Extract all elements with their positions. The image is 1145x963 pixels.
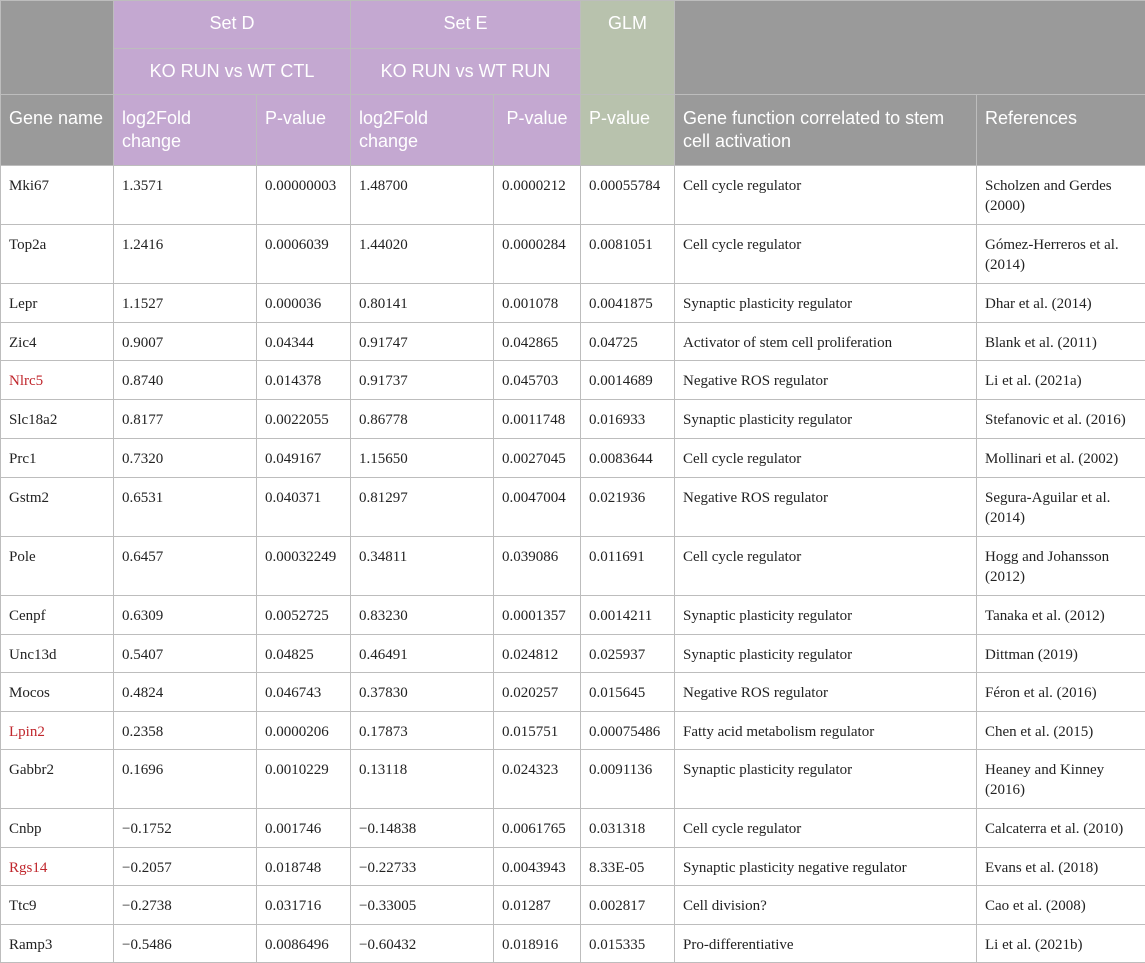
reference-cell: Féron et al. (2016) bbox=[977, 673, 1145, 712]
table-row bbox=[1, 848, 1145, 886]
column-header-log2fc-d: log2Fold change bbox=[114, 95, 257, 166]
pvalue-e-cell: 0.015751 bbox=[494, 712, 581, 750]
table-row bbox=[1, 400, 1145, 439]
column-header-references: References bbox=[977, 95, 1145, 166]
pvalue-d-cell: 0.049167 bbox=[257, 439, 351, 478]
gene-name-cell: Rgs14 bbox=[1, 848, 114, 886]
pvalue-glm-cell: 8.33E-05 bbox=[581, 848, 675, 886]
gene-function-cell: Synaptic plasticity regulator bbox=[675, 635, 977, 673]
pvalue-glm-cell: 0.025937 bbox=[581, 635, 675, 673]
log2fc-e-cell: −0.33005 bbox=[351, 886, 494, 925]
table-row bbox=[1, 635, 1145, 673]
gene-name-cell: Top2a bbox=[1, 225, 114, 284]
pvalue-glm-cell: 0.04725 bbox=[581, 323, 675, 361]
table-row bbox=[1, 166, 1145, 225]
table-row bbox=[1, 323, 1145, 361]
header-glm: GLM bbox=[581, 1, 675, 95]
reference-cell: Li et al. (2021b) bbox=[977, 925, 1145, 963]
gene-function-cell: Pro-differentiative bbox=[675, 925, 977, 963]
pvalue-e-cell: 0.045703 bbox=[494, 361, 581, 400]
reference-cell: Evans et al. (2018) bbox=[977, 848, 1145, 886]
gene-name-cell: Gstm2 bbox=[1, 478, 114, 537]
table-row bbox=[1, 284, 1145, 323]
gene-name-cell: Gabbr2 bbox=[1, 750, 114, 809]
log2fc-d-cell: 1.3571 bbox=[114, 166, 257, 225]
log2fc-d-cell: −0.2738 bbox=[114, 886, 257, 925]
column-header-log2fc-e: log2Fold change bbox=[351, 95, 494, 166]
log2fc-d-cell: 0.4824 bbox=[114, 673, 257, 712]
table-row bbox=[1, 809, 1145, 848]
log2fc-d-cell: 0.6309 bbox=[114, 596, 257, 635]
pvalue-d-cell: 0.0022055 bbox=[257, 400, 351, 439]
pvalue-glm-cell: 0.0041875 bbox=[581, 284, 675, 323]
reference-cell: Gómez-Herreros et al. (2014) bbox=[977, 225, 1145, 284]
log2fc-e-cell: 0.81297 bbox=[351, 478, 494, 537]
log2fc-e-cell: 0.83230 bbox=[351, 596, 494, 635]
pvalue-glm-cell: 0.0083644 bbox=[581, 439, 675, 478]
pvalue-e-cell: 0.0043943 bbox=[494, 848, 581, 886]
pvalue-d-cell: 0.046743 bbox=[257, 673, 351, 712]
pvalue-d-cell: 0.0086496 bbox=[257, 925, 351, 963]
pvalue-glm-cell: 0.0014689 bbox=[581, 361, 675, 400]
reference-cell: Dittman (2019) bbox=[977, 635, 1145, 673]
reference-cell: Hogg and Johansson (2012) bbox=[977, 537, 1145, 596]
reference-cell: Li et al. (2021a) bbox=[977, 361, 1145, 400]
header-set-d-comparison: KO RUN vs WT CTL bbox=[114, 49, 351, 95]
gene-name-cell: Lpin2 bbox=[1, 712, 114, 750]
header-blank-top bbox=[1, 1, 114, 95]
table-row bbox=[1, 925, 1145, 963]
gene-name-cell: Prc1 bbox=[1, 439, 114, 478]
pvalue-e-cell: 0.039086 bbox=[494, 537, 581, 596]
gene-function-cell: Cell cycle regulator bbox=[675, 809, 977, 848]
gene-function-cell: Synaptic plasticity regulator bbox=[675, 596, 977, 635]
pvalue-e-cell: 0.0027045 bbox=[494, 439, 581, 478]
log2fc-d-cell: −0.1752 bbox=[114, 809, 257, 848]
pvalue-d-cell: 0.0010229 bbox=[257, 750, 351, 809]
log2fc-e-cell: 0.17873 bbox=[351, 712, 494, 750]
pvalue-glm-cell: 0.021936 bbox=[581, 478, 675, 537]
log2fc-e-cell: 1.48700 bbox=[351, 166, 494, 225]
header-set-e-comparison: KO RUN vs WT RUN bbox=[351, 49, 581, 95]
header-blank-right bbox=[675, 1, 1145, 95]
pvalue-glm-cell: 0.0014211 bbox=[581, 596, 675, 635]
log2fc-e-cell: 0.80141 bbox=[351, 284, 494, 323]
pvalue-glm-cell: 0.031318 bbox=[581, 809, 675, 848]
column-header-gene-name: Gene name bbox=[1, 95, 114, 166]
log2fc-e-cell: 0.34811 bbox=[351, 537, 494, 596]
gene-name-cell: Pole bbox=[1, 537, 114, 596]
gene-function-cell: Synaptic plasticity regulator bbox=[675, 400, 977, 439]
gene-function-cell: Cell cycle regulator bbox=[675, 166, 977, 225]
log2fc-e-cell: 1.15650 bbox=[351, 439, 494, 478]
gene-function-cell: Synaptic plasticity regulator bbox=[675, 284, 977, 323]
log2fc-d-cell: 0.5407 bbox=[114, 635, 257, 673]
log2fc-d-cell: 0.7320 bbox=[114, 439, 257, 478]
gene-name-cell: Slc18a2 bbox=[1, 400, 114, 439]
table-row bbox=[1, 886, 1145, 925]
reference-cell: Blank et al. (2011) bbox=[977, 323, 1145, 361]
pvalue-d-cell: 0.0000206 bbox=[257, 712, 351, 750]
gene-name-cell: Unc13d bbox=[1, 635, 114, 673]
column-header-pvalue-glm: P-value bbox=[581, 95, 675, 166]
gene-function-cell: Cell cycle regulator bbox=[675, 439, 977, 478]
pvalue-d-cell: 0.00032249 bbox=[257, 537, 351, 596]
pvalue-e-cell: 0.0047004 bbox=[494, 478, 581, 537]
gene-function-cell: Negative ROS regulator bbox=[675, 361, 977, 400]
gene-function-cell: Cell division? bbox=[675, 886, 977, 925]
log2fc-e-cell: −0.22733 bbox=[351, 848, 494, 886]
reference-cell: Chen et al. (2015) bbox=[977, 712, 1145, 750]
gene-name-cell: Ttc9 bbox=[1, 886, 114, 925]
log2fc-d-cell: 0.2358 bbox=[114, 712, 257, 750]
pvalue-d-cell: 0.0052725 bbox=[257, 596, 351, 635]
gene-function-cell: Cell cycle regulator bbox=[675, 225, 977, 284]
pvalue-d-cell: 0.031716 bbox=[257, 886, 351, 925]
log2fc-d-cell: −0.2057 bbox=[114, 848, 257, 886]
log2fc-e-cell: −0.60432 bbox=[351, 925, 494, 963]
table-row bbox=[1, 225, 1145, 284]
pvalue-e-cell: 0.01287 bbox=[494, 886, 581, 925]
header-set-d: Set D bbox=[114, 1, 351, 49]
pvalue-glm-cell: 0.011691 bbox=[581, 537, 675, 596]
column-header-pvalue-e: P-value bbox=[494, 95, 581, 166]
log2fc-e-cell: 0.13118 bbox=[351, 750, 494, 809]
table-row bbox=[1, 750, 1145, 809]
log2fc-e-cell: 0.86778 bbox=[351, 400, 494, 439]
log2fc-e-cell: 1.44020 bbox=[351, 225, 494, 284]
log2fc-e-cell: 0.91737 bbox=[351, 361, 494, 400]
column-header-pvalue-d: P-value bbox=[257, 95, 351, 166]
pvalue-e-cell: 0.024323 bbox=[494, 750, 581, 809]
pvalue-d-cell: 0.04825 bbox=[257, 635, 351, 673]
pvalue-glm-cell: 0.00075486 bbox=[581, 712, 675, 750]
gene-function-cell: Activator of stem cell proliferation bbox=[675, 323, 977, 361]
gene-name-cell: Ramp3 bbox=[1, 925, 114, 963]
pvalue-e-cell: 0.0011748 bbox=[494, 400, 581, 439]
pvalue-e-cell: 0.0001357 bbox=[494, 596, 581, 635]
gene-name-cell: Nlrc5 bbox=[1, 361, 114, 400]
gene-function-cell: Fatty acid metabolism regulator bbox=[675, 712, 977, 750]
gene-function-cell: Synaptic plasticity negative regulator bbox=[675, 848, 977, 886]
log2fc-e-cell: −0.14838 bbox=[351, 809, 494, 848]
reference-cell: Stefanovic et al. (2016) bbox=[977, 400, 1145, 439]
pvalue-e-cell: 0.001078 bbox=[494, 284, 581, 323]
pvalue-glm-cell: 0.0091136 bbox=[581, 750, 675, 809]
gene-name-cell: Lepr bbox=[1, 284, 114, 323]
log2fc-d-cell: 0.8740 bbox=[114, 361, 257, 400]
pvalue-glm-cell: 0.015645 bbox=[581, 673, 675, 712]
pvalue-glm-cell: 0.016933 bbox=[581, 400, 675, 439]
pvalue-glm-cell: 0.015335 bbox=[581, 925, 675, 963]
log2fc-d-cell: −0.5486 bbox=[114, 925, 257, 963]
pvalue-e-cell: 0.0061765 bbox=[494, 809, 581, 848]
reference-cell: Dhar et al. (2014) bbox=[977, 284, 1145, 323]
gene-function-cell: Synaptic plasticity regulator bbox=[675, 750, 977, 809]
gene-function-cell: Negative ROS regulator bbox=[675, 673, 977, 712]
table-row bbox=[1, 537, 1145, 596]
pvalue-d-cell: 0.014378 bbox=[257, 361, 351, 400]
pvalue-glm-cell: 0.00055784 bbox=[581, 166, 675, 225]
reference-cell: Mollinari et al. (2002) bbox=[977, 439, 1145, 478]
pvalue-e-cell: 0.018916 bbox=[494, 925, 581, 963]
pvalue-d-cell: 0.04344 bbox=[257, 323, 351, 361]
pvalue-e-cell: 0.024812 bbox=[494, 635, 581, 673]
pvalue-d-cell: 0.001746 bbox=[257, 809, 351, 848]
pvalue-d-cell: 0.018748 bbox=[257, 848, 351, 886]
log2fc-e-cell: 0.37830 bbox=[351, 673, 494, 712]
table-row bbox=[1, 361, 1145, 400]
gene-name-cell: Zic4 bbox=[1, 323, 114, 361]
table-row bbox=[1, 478, 1145, 537]
log2fc-d-cell: 1.2416 bbox=[114, 225, 257, 284]
log2fc-d-cell: 0.8177 bbox=[114, 400, 257, 439]
pvalue-e-cell: 0.0000284 bbox=[494, 225, 581, 284]
reference-cell: Segura-Aguilar et al. (2014) bbox=[977, 478, 1145, 537]
log2fc-d-cell: 0.9007 bbox=[114, 323, 257, 361]
gene-name-cell: Cenpf bbox=[1, 596, 114, 635]
pvalue-d-cell: 0.000036 bbox=[257, 284, 351, 323]
pvalue-e-cell: 0.042865 bbox=[494, 323, 581, 361]
gene-name-cell: Mki67 bbox=[1, 166, 114, 225]
table-row bbox=[1, 439, 1145, 478]
gene-function-cell: Cell cycle regulator bbox=[675, 537, 977, 596]
reference-cell: Calcaterra et al. (2010) bbox=[977, 809, 1145, 848]
log2fc-e-cell: 0.91747 bbox=[351, 323, 494, 361]
log2fc-d-cell: 0.6457 bbox=[114, 537, 257, 596]
reference-cell: Scholzen and Gerdes (2000) bbox=[977, 166, 1145, 225]
pvalue-d-cell: 0.00000003 bbox=[257, 166, 351, 225]
pvalue-d-cell: 0.0006039 bbox=[257, 225, 351, 284]
gene-name-cell: Mocos bbox=[1, 673, 114, 712]
table-row bbox=[1, 596, 1145, 635]
reference-cell: Cao et al. (2008) bbox=[977, 886, 1145, 925]
header-set-e: Set E bbox=[351, 1, 581, 49]
reference-cell: Tanaka et al. (2012) bbox=[977, 596, 1145, 635]
pvalue-e-cell: 0.020257 bbox=[494, 673, 581, 712]
pvalue-glm-cell: 0.0081051 bbox=[581, 225, 675, 284]
log2fc-d-cell: 1.1527 bbox=[114, 284, 257, 323]
table-row bbox=[1, 673, 1145, 712]
gene-name-cell: Cnbp bbox=[1, 809, 114, 848]
column-header-gene-function: Gene function correlated to stem cell activation bbox=[675, 95, 977, 166]
gene-function-cell: Negative ROS regulator bbox=[675, 478, 977, 537]
pvalue-d-cell: 0.040371 bbox=[257, 478, 351, 537]
log2fc-e-cell: 0.46491 bbox=[351, 635, 494, 673]
table-row bbox=[1, 712, 1145, 750]
reference-cell: Heaney and Kinney (2016) bbox=[977, 750, 1145, 809]
pvalue-glm-cell: 0.002817 bbox=[581, 886, 675, 925]
log2fc-d-cell: 0.1696 bbox=[114, 750, 257, 809]
pvalue-e-cell: 0.0000212 bbox=[494, 166, 581, 225]
log2fc-d-cell: 0.6531 bbox=[114, 478, 257, 537]
